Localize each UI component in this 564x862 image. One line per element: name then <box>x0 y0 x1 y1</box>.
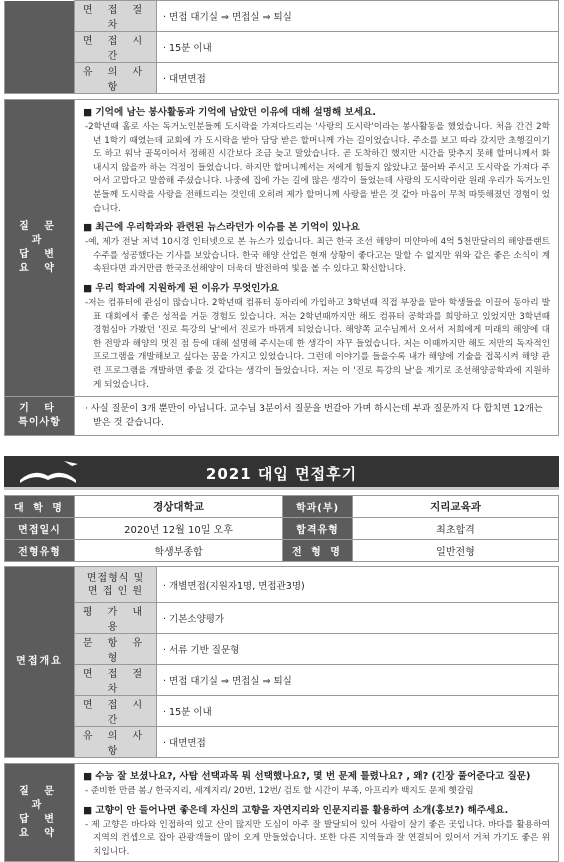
qa-label <box>5 100 75 397</box>
overview-label-continued <box>5 1 75 94</box>
form-value: 일반전형 <box>353 540 559 562</box>
etc-label-line: 특이사항 <box>18 417 61 429</box>
title-banner <box>4 456 559 490</box>
row-label: 유 의 사 항 <box>75 63 157 94</box>
question: ■ 고향이 안 들어나면 좋은데 자신의 고향을 자연지리와 인문지리를 활용하여 소개(홍보?) 해주세요. <box>83 804 550 818</box>
row-value: · 서류 기반 질문형 <box>157 634 559 665</box>
row-value: · 면접 대기실 ⇒ 면접실 ⇒ 퇴실 <box>157 665 559 696</box>
question: ■ 수능 잘 보셨나요?, 사탐 선택과목 뭐 선택했나요?, 몇 번 문제 틀렸나요? , 왜? (긴장 풀어준다고 질문) <box>83 770 550 784</box>
row-value: · 대면면접 <box>157 727 559 758</box>
univ-label: 대 학 명 <box>5 496 75 518</box>
info-table <box>4 495 559 562</box>
row-label: 면 접 절 차 <box>75 665 157 696</box>
row-label-line: 면 접 인 원 <box>87 585 144 597</box>
question: ■ 우리 학과에 지원하게 된 이유가 무엇인가요 <box>83 282 550 296</box>
answer: -2학년때 홀로 사는 독거노인분들께 도시락을 가져다드리는 '사랑의 도시락'이라는 봉사활동을 했었습니다. 처음 간건 2학년 1학기 때였는데 교회에 가 도시락을 받아 담당 받은 할머니께 가는 길이었습니다. 주소를 보고 따라 갔지만 초행길이기도 하고 워낙 골목이어서 정해진 시간보다 조금 늦고 말았습니다. 곧 도착하긴 했지만 시간을 맞추지 못해 할머니께서 화내시지 않을까 하는 걱정이 들었습니다. 하지만 할머니께서는 저에게 힘들지 않았냐고 물어봐 주시고 도시락을 가져다 주어서 고맙다고 말씀해 주셨습니다. 나중에 집에 가는 길에 많은 생각이 들었는데 사랑의 도시락이란 원래 우리가 독거노인분들께 도시락을 사랑을 전해드리는 것인데 오히려 제가 할머니께 사랑을 받은 것 같아 마음이 무척 따뜻해졌던 경험이 었습니다. <box>85 122 550 214</box>
row-label: 평 가 내 용 <box>75 603 157 634</box>
track-label: 전형유형 <box>5 540 75 562</box>
qa-label-line: 질 문 과 <box>19 785 60 811</box>
question: ■ 최근에 우리학과와 관련된 뉴스라던가 이슈를 본 기억이 있나요 <box>83 221 550 235</box>
question: ■ 기억에 남는 봉사활동과 기억에 남았던 이유에 대해 설명해 보세요. <box>83 106 550 120</box>
qa-table-2 <box>4 763 559 862</box>
row-label: 면 접 시 간 <box>75 696 157 727</box>
answer: -예, 제가 전날 저녁 10시경 인터넷으로 본 뉴스가 있습니다. 최근 한국 조선 해양이 미얀마에 4억 5천만달러의 해양플랜트 수주를 성공했다는 기사를 보았습니다. 한국 해양 산업은 현재 상황이 좋다고는 말할 수 없지만 위와 같은 좋은 소식이 계속된다면 과거만큼 한국조선해양이 더욱더 발전하여 빛을 볼 수 있다고 확신합니다. <box>85 237 550 275</box>
top-overview-table <box>4 0 559 94</box>
row-label: 면 접 시 간 <box>75 32 157 63</box>
univ-value: 경상대학교 <box>75 496 283 518</box>
date-label: 면접일시 <box>5 518 75 540</box>
row-label <box>75 567 157 603</box>
qa-label <box>5 764 75 862</box>
etc-label <box>5 397 75 436</box>
date-value: 2020년 12월 10일 오후 <box>75 518 283 540</box>
answer: - 제 고향은 바다와 인접하여 있고 산이 많지만 도심이 아주 잘 발달되어 있어 사람이 살기 좋은 곳입니다. 바다를 활용하여 지역의 컨셉으로 잡아 관광객들이 많이 오게 만들었습니다. 또한 다른 지역들과 잘 연결되어 있어서 거쳐 가기도 좋은 위치입니다. <box>85 819 550 857</box>
qa-content <box>75 764 559 862</box>
row-label: 문 항 유 형 <box>75 634 157 665</box>
qa-label-line: 요 약 <box>19 263 60 275</box>
row-value: · 개별면접(지원자1명, 면접관3명) <box>157 567 559 603</box>
track-value: 학생부종합 <box>75 540 283 562</box>
etc-content <box>75 397 559 436</box>
banner-underline <box>4 487 559 490</box>
qa-label-line: 답 변 <box>19 813 60 825</box>
row-value: · 15분 이내 <box>157 32 559 63</box>
overview-label: 면접개요 <box>5 567 75 758</box>
form-label: 전 형 명 <box>283 540 353 562</box>
result-value: 최초합격 <box>353 518 559 540</box>
row-label: 면 접 절 차 <box>75 1 157 32</box>
overview-table <box>4 566 559 758</box>
row-value: · 기본소양평가 <box>157 603 559 634</box>
dept-value: 지리교육과 <box>353 496 559 518</box>
qa-label-line: 답 변 <box>19 249 60 261</box>
banner-title: 2021 대입 면접후기 <box>205 465 358 484</box>
etc-label-line: 기 타 <box>19 403 60 415</box>
row-label: 유 의 사 항 <box>75 727 157 758</box>
row-label-line: 면접형식 및 <box>86 572 145 584</box>
qa-content <box>75 100 559 397</box>
row-value: · 면접 대기실 ⇒ 면접실 ⇒ 퇴실 <box>157 1 559 32</box>
etc-text: · 사실 질문이 3개 뿐만이 아닙니다. 교수님 3분이서 질문을 번갈아 가며 하시는데 부과 질문까지 다 합치면 12개는 받은 것 같습니다. <box>83 402 550 430</box>
row-value: · 대면면접 <box>157 63 559 94</box>
qa-label-line: 질 문 과 <box>19 221 60 247</box>
qa-label-line: 요 약 <box>19 827 60 839</box>
row-value: · 15분 이내 <box>157 696 559 727</box>
dept-label: 학과(부) <box>283 496 353 518</box>
answer: - 준비한 만큼 봄./ 한국지리, 세계지리/ 20번, 12번/ 검토 할 시간이 부족, 아프리카 백지도 문제 헷갈림 <box>85 786 474 797</box>
qa-table-1 <box>4 99 559 436</box>
answer: -저는 컴퓨터에 관심이 많습니다. 2학년때 컴퓨터 동아리에 가입하고 3학년때 직접 부장을 맡아 학생들을 이끌어 동아리 발표 대회에서 좋은 성적을 거둔 경험도 있습니다. 저는 2학년때까지만 해도 컴퓨터 공학과를 희망하고 있었지만 3학년때 경험심아 가봤던 '진로 특강의 날'에서 진로가 바뀌게 되었습니다. 해양쪽 교수님께서 오셔서 저희에게 미래의 해양에 대한 전망과 해양의 멋진 점 등에 대해 설명해 주시는데 한 생각이 자꾸 들었습니다. 저는 이때까지만 해도 저만의 독자적인 프로그램을 개발해보고 싶다는 꿈을 가지고 있었습니다. 그런데 이야기를 들을수록 내가 해양에 기술을 접목시켜 해양 관련 프로그램을 개발하면 좋을 것 같다는 생각이 들었습니다. 저는 이 '진로 특강의 날'을 계기로 조선해양공학과에 지원하게 되었습니다. <box>85 297 550 390</box>
result-label: 합격유형 <box>283 518 353 540</box>
